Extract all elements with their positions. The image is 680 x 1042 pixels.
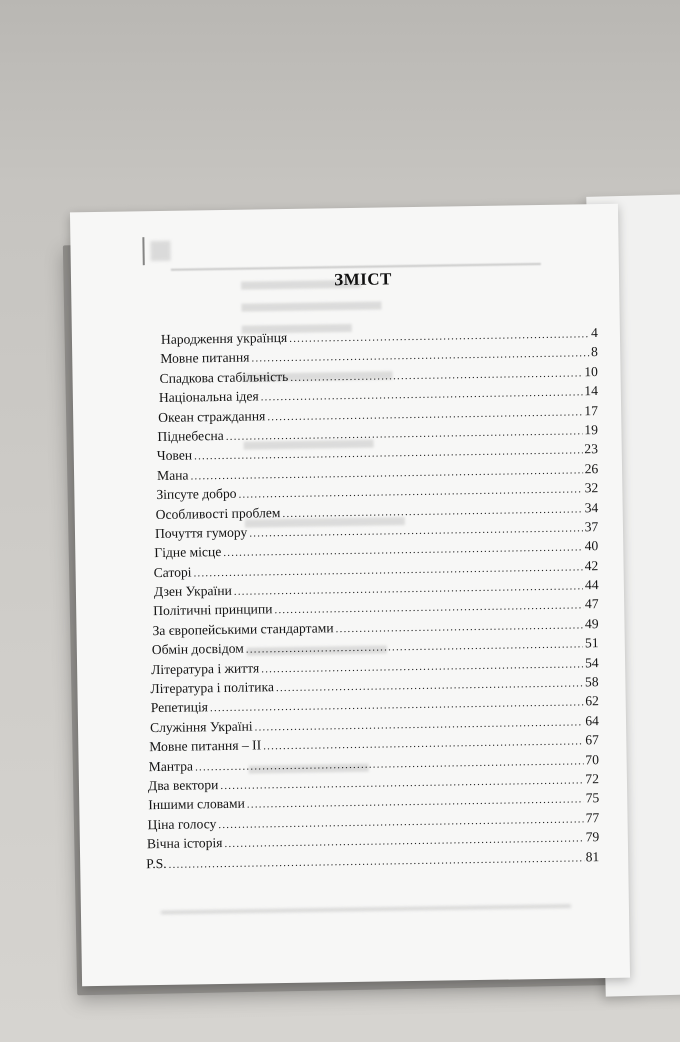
dot-leader: [289, 328, 589, 345]
dot-leader: [169, 852, 584, 871]
toc-entry-page-number: 32: [584, 480, 599, 496]
dot-leader: [255, 716, 584, 733]
toc-entry-page-number: 17: [584, 402, 599, 418]
toc-entry-page-number: 44: [584, 577, 599, 593]
dot-leader: [251, 348, 589, 365]
toc-entry-title: Саторі: [153, 564, 192, 580]
dot-leader: [274, 600, 583, 617]
toc-entry-page-number: 42: [584, 557, 599, 573]
toc-entry-page-number: 40: [584, 538, 599, 554]
dot-leader: [246, 639, 583, 656]
toc-entry-page-number: 72: [585, 771, 600, 787]
toc-entry-page-number: 26: [584, 460, 599, 477]
dot-leader: [220, 774, 583, 792]
footer-rule: [161, 905, 571, 914]
toc-entry-title: Мана: [156, 467, 189, 483]
toc-title: ЗМІСТ: [334, 269, 393, 290]
dot-leader: [210, 697, 583, 715]
book-page: [70, 204, 630, 987]
toc-entry-title: Зіпсуте добро: [156, 485, 237, 503]
toc-entry-page-number: 81: [585, 848, 600, 864]
dot-leader: [261, 658, 583, 675]
toc-entry-page-number: 79: [585, 829, 600, 845]
toc-entry-page-number: 8: [590, 344, 599, 360]
toc-entry-page-number: 67: [585, 732, 600, 748]
dot-leader: [263, 736, 583, 753]
toc-entry-page-number: 64: [585, 712, 600, 729]
toc-entry-page-number: 34: [584, 499, 599, 515]
toc-entry-title: Човен: [156, 447, 193, 464]
toc-entry-title: Вічна історія: [146, 835, 223, 852]
toc-entry-page-number: 23: [584, 441, 599, 457]
toc-entry-page-number: 14: [584, 383, 599, 399]
header-ornament: [142, 237, 172, 265]
toc-entry-page-number: 4: [590, 325, 599, 341]
toc-entry-title: Народження українця: [160, 329, 288, 347]
toc-entry-page-number: 54: [584, 654, 599, 670]
toc-entry-title: Гідне місце: [154, 544, 222, 561]
dot-leader: [190, 464, 582, 482]
toc-entry-title: Почуття гумору: [154, 524, 248, 541]
toc-entry-title: Національна ідея: [158, 388, 259, 406]
toc-entry-title: Література і життя: [151, 660, 260, 677]
toc-entry-page-number: 10: [584, 363, 599, 380]
dot-leader: [218, 813, 584, 831]
dot-leader: [193, 561, 582, 579]
dot-leader: [282, 503, 582, 520]
table-of-contents: [138, 325, 600, 875]
toc-entry-title: Піднебесна: [157, 427, 224, 444]
toc-entry-title: Політичні принципи: [153, 601, 273, 619]
dot-leader: [195, 755, 584, 773]
dot-leader: [194, 445, 582, 463]
toc-entry-title: Спадкова стабільність: [159, 368, 289, 386]
toc-entry-page-number: 77: [585, 809, 600, 826]
dot-leader: [247, 794, 584, 811]
toc-entry-title: Мовне питання – II: [149, 737, 262, 755]
toc-entry-title: Обмін досвідом: [151, 640, 244, 658]
dot-leader: [267, 406, 582, 423]
dot-leader: [238, 483, 582, 500]
toc-entry-title: Мантра: [148, 758, 194, 774]
toc-entry-page-number: 47: [584, 596, 599, 612]
toc-entry-title: Дзен України: [153, 582, 232, 600]
toc-entry-page-number: 58: [584, 674, 599, 690]
toc-entry-title: Два вектори: [147, 777, 219, 794]
toc-entry-title: P.S.: [146, 855, 167, 871]
toc-entry-title: Особливості проблем: [155, 504, 281, 522]
dot-leader: [223, 542, 583, 560]
toc-entry-title: Ціна голосу: [147, 815, 217, 832]
toc-entry-page-number: 19: [584, 422, 599, 438]
toc-entry-title: За європейськими стандартами: [152, 620, 334, 638]
dot-leader: [276, 677, 583, 694]
dot-leader: [290, 367, 582, 384]
toc-entry-title: Мовне питання: [160, 349, 250, 367]
toc-entry-page-number: 49: [584, 615, 599, 632]
toc-entry-page-number: 37: [584, 518, 599, 535]
toc-entry-page-number: 75: [585, 790, 600, 806]
toc-entry-title: Служіння Україні: [149, 718, 253, 735]
dot-leader: [249, 522, 583, 539]
toc-entry-title: Репетиція: [150, 699, 209, 716]
toc-entry-title: Література і політика: [150, 679, 275, 697]
dot-leader: [226, 425, 583, 443]
toc-entry-page-number: 62: [585, 693, 600, 709]
dot-leader: [234, 580, 583, 597]
toc-entry-page-number: 70: [585, 751, 600, 767]
toc-entry-title: Іншими словами: [148, 796, 245, 813]
toc-entry-page-number: 51: [584, 635, 599, 651]
toc-entry-title: Океан страждання: [158, 407, 266, 425]
dot-leader: [336, 619, 584, 635]
dot-leader: [261, 386, 583, 403]
dot-leader: [224, 833, 583, 851]
